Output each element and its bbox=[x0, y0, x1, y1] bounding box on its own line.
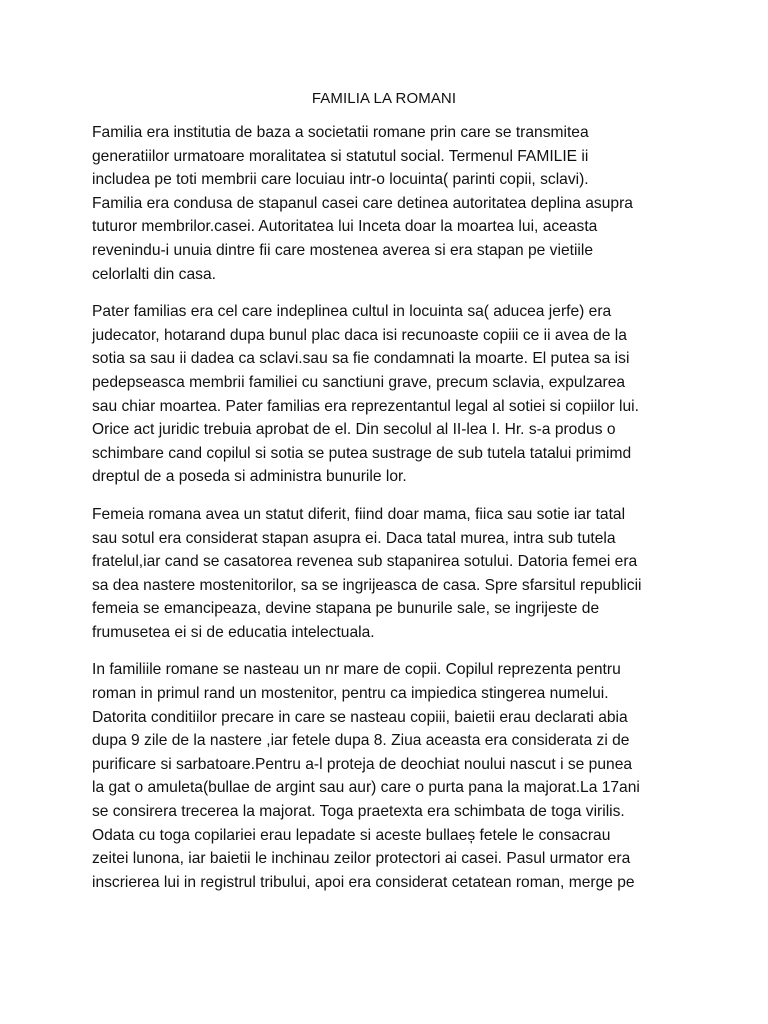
paragraph-2 bbox=[92, 300, 692, 489]
text-line: includea pe toti membrii care locuiau intr-o locuinta( parinti copii, sclavi). bbox=[92, 171, 589, 189]
text-line: Orice act juridic trebuia aprobat de el. Din secolul al II-lea I. Hr. s-a produs o bbox=[92, 421, 616, 439]
document-body bbox=[92, 121, 692, 908]
paragraph-3 bbox=[92, 503, 692, 645]
text-line: se consirera trecerea la majorat. Toga praetexta era schimbata de toga virilis. bbox=[92, 803, 625, 821]
paragraph-4 bbox=[92, 658, 692, 894]
paragraph-1 bbox=[92, 121, 692, 286]
document-title: FAMILIA LA ROMANI bbox=[311, 90, 457, 107]
text-line: dreptul de a poseda si administra bunurile lor. bbox=[92, 468, 407, 486]
text-line: Datorita conditiilor precare in care se nasteau copiii, baietii erau declarati abia bbox=[92, 708, 628, 726]
text-line: pedepseasca membrii familiei cu sanctiuni grave, precum sclavia, expulzarea bbox=[92, 373, 626, 391]
text-line: sotia sa sau ii dadea ca sclavi.sau sa fie condamnati la moarte. El putea sa isi bbox=[92, 350, 630, 368]
text-line: purificare si sarbatoare.Pentru a-l proteja de deochiat noului nascut i se punea bbox=[92, 755, 633, 773]
text-line: sau sotul era considerat stapan asupra ei. Daca tatal murea, intra sub tutela bbox=[92, 529, 616, 547]
text-line: In familiile romane se nasteau un nr mare de copii. Copilul reprezenta pentru bbox=[92, 661, 621, 679]
text-line: femeia se emancipeaza, devine stapana pe bunurile sale, se ingrijeste de bbox=[92, 600, 600, 618]
text-line: tuturor membrilor.casei. Autoritatea lui Inceta doar la moartea lui, aceasta bbox=[92, 218, 598, 236]
text-line: celorlalti din casa. bbox=[92, 265, 216, 283]
text-line: Odata cu toga copilariei erau lepadate si aceste bullaeș fetele le consacrau bbox=[92, 826, 611, 844]
text-line: Pater familias era cel care indeplinea cultul in locuinta sa( aducea jerfe) era bbox=[92, 303, 612, 321]
text-line: frumusetea ei si de educatia intelectuala. bbox=[92, 623, 375, 641]
text-line: generatiilor urmatoare moralitatea si statutul social. Termenul FAMILIE ii bbox=[92, 147, 589, 165]
text-line: fratelul,iar cand se casatorea revenea sub stapanirea sotului. Datoria femei era bbox=[92, 553, 638, 571]
text-line: roman in primul rand un mostenitor, pentru ca impiedica stingerea numelui. bbox=[92, 685, 609, 703]
text-line: Femeia romana avea un statut diferit, fiind doar mama, fiica sau sotie iar tatal bbox=[92, 505, 626, 523]
text-line: inscrierea lui in registrul tribului, apoi era considerat cetatean roman, merge pe bbox=[92, 873, 635, 891]
text-line: sau chiar moartea. Pater familias era reprezentantul legal al sotiei si copiilor lui. bbox=[92, 397, 639, 415]
text-line: zeitei lunona, iar baietii le inchinau zeilor protectori ai casei. Pasul urmator era bbox=[92, 850, 631, 868]
text-line: la gat o amuleta(bullae de argint sau aur) care o purta pana la majorat.La 17ani bbox=[92, 779, 640, 797]
text-line: Familia era condusa de stapanul casei care detinea autoritatea deplina asupra bbox=[92, 194, 633, 212]
text-line: dupa 9 zile de la nastere ,iar fetele dupa 8. Ziua aceasta era considerata zi de bbox=[92, 732, 630, 750]
text-line: judecator, hotarand dupa bunul plac daca isi recunoaste copiii ce ii avea de la bbox=[92, 326, 627, 344]
text-line: revenindu-i unuia dintre fii care mostenea averea si era stapan pe vietiile bbox=[92, 241, 594, 259]
text-line: schimbare cand copilul si sotia se putea sustrage de sub tutela tatalui primimd bbox=[92, 444, 632, 462]
text-line: sa dea nastere mostenitorilor, sa se ingrijeasca de casa. Spre sfarsitul republicii bbox=[92, 576, 642, 594]
text-line: Familia era institutia de baza a societatii romane prin care se transmitea bbox=[92, 124, 589, 141]
